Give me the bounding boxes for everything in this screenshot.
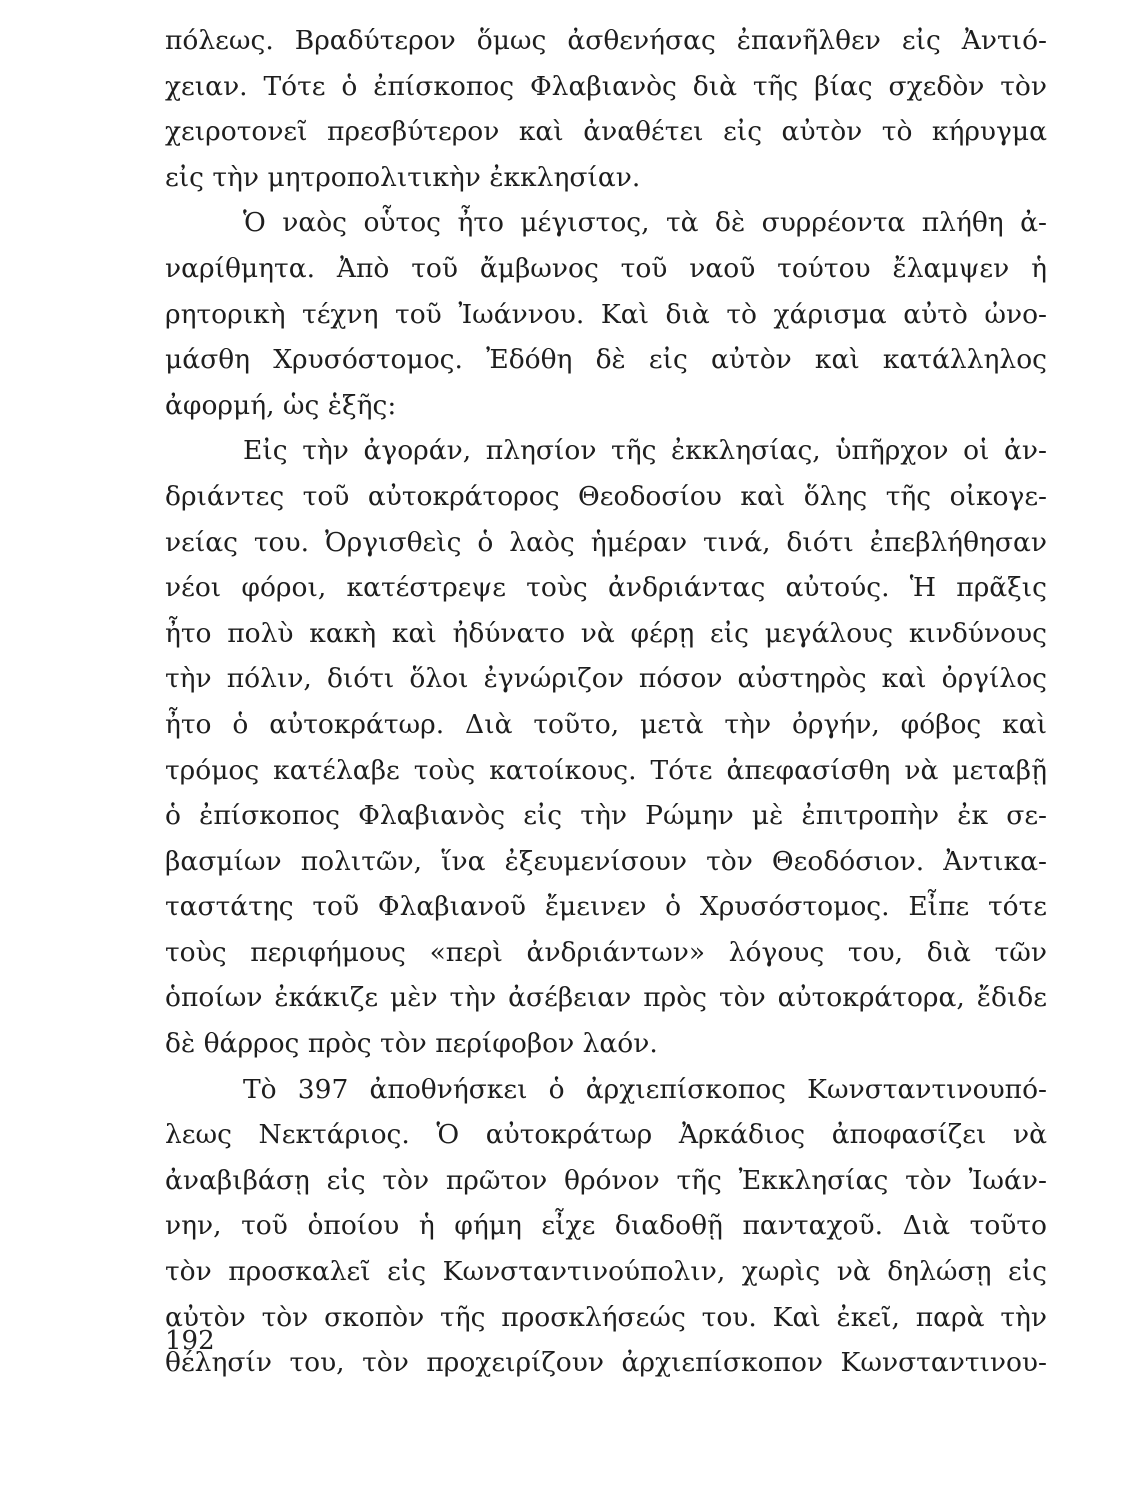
text-line: τὸν προσκαλεῖ εἰς Κωνσταντινούπολιν, χωρὶς νὰ δηλώσῃ εἰς	[165, 1256, 1047, 1288]
text-line: ὁ ἐπίσκοπος Φλαβιανὸς εἰς τὴν Ρώμην μὲ ἐπιτροπὴν ἐκ σε-	[165, 800, 1047, 832]
body-text	[165, 18, 1047, 1386]
paragraph	[165, 200, 1047, 428]
text-line: πόλεως. Βραδύτερον ὅμως ἀσθενήσας ἐπανῆλθεν εἰς Ἀντιό-	[165, 25, 1047, 56]
paragraph	[165, 18, 1047, 200]
text-line: μάσθη Χρυσόστομος. Ἐδόθη δὲ εἰς αὐτὸν καὶ κατάλληλος	[165, 344, 1047, 376]
text-line: ταστάτης τοῦ Φλαβιανοῦ ἔμεινεν ὁ Χρυσόστομος. Εἶπε τότε	[165, 891, 1047, 923]
text-line: ἦτο πολὺ κακὴ καὶ ἠδύνατο νὰ φέρῃ εἰς μεγάλους κινδύνους	[165, 617, 1047, 649]
text-line: εἰς τὴν μητροπολιτικὴν ἐκκλησίαν.	[165, 161, 641, 193]
text-line: ἀφορμή, ὡς ἑξῆς:	[165, 389, 397, 421]
text-line: Τὸ 397 ἀποθνήσκει ὁ ἀρχιεπίσκοπος Κωνσταντινουπό-	[243, 1073, 1047, 1105]
text-line: χειροτονεῖ πρεσβύτερον καὶ ἀναθέτει εἰς αὐτὸν τὸ κήρυγμα	[165, 116, 1047, 148]
text-line: νείας του. Ὀργισθεὶς ὁ λαὸς ἡμέραν τινά, διότι ἐπεβλήθησαν	[165, 526, 1047, 558]
text-line: ἦτο ὁ αὐτοκράτωρ. Διὰ τοῦτο, μετὰ τὴν ὀργήν, φόβος καὶ	[165, 708, 1047, 740]
text-line: τοὺς περιφήμους «περὶ ἀνδριάντων» λόγους του, διὰ τῶν	[165, 936, 1047, 968]
text-line: λεως Νεκτάριος. Ὁ αὐτοκράτωρ Ἀρκάδιος ἀποφασίζει νὰ	[165, 1119, 1047, 1151]
text-line: ἀναβιβάσῃ εἰς τὸν πρῶτον θρόνον τῆς Ἐκκλησίας τὸν Ἰωάν-	[165, 1164, 1047, 1196]
text-line: νην, τοῦ ὁποίου ἡ φήμη εἶχε διαδοθῇ πανταχοῦ. Διὰ τοῦτο	[165, 1210, 1047, 1242]
page-number: 192	[165, 1326, 215, 1356]
paragraph	[165, 428, 1047, 1066]
text-line: θέλησίν του, τὸν προχειρίζουν ἀρχιεπίσκοπον Κωνσταντινου-	[165, 1347, 1047, 1379]
text-line: δριάντες τοῦ αὐτοκράτορος Θεοδοσίου καὶ ὅλης τῆς οἰκογε-	[165, 480, 1047, 512]
text-line: αὐτὸν τὸν σκοπὸν τῆς προσκλήσεώς του. Καὶ ἐκεῖ, παρὰ τὴν	[165, 1301, 1047, 1333]
text-line: τὴν πόλιν, διότι ὅλοι ἐγνώριζον πόσον αὐστηρὸς καὶ ὀργίλος	[165, 663, 1047, 695]
text-line: βασμίων πολιτῶν, ἵνα ἐξευμενίσουν τὸν Θεοδόσιον. Ἀντικα-	[165, 845, 1047, 877]
text-line: χειαν. Τότε ὁ ἐπίσκοπος Φλαβιανὸς διὰ τῆς βίας σχεδὸν τὸν	[165, 70, 1047, 102]
text-line: δὲ θάρρος πρὸς τὸν περίφοβον λαόν.	[165, 1028, 658, 1060]
paragraph	[165, 1067, 1047, 1386]
text-line: ρητορικὴ τέχνη τοῦ Ἰωάννου. Καὶ διὰ τὸ χάρισμα αὐτὸ ὠνο-	[165, 298, 1047, 330]
text-line: Εἰς τὴν ἀγοράν, πλησίον τῆς ἐκκλησίας, ὑπῆρχον οἱ ἀν-	[243, 435, 1047, 467]
text-line: ναρίθμητα. Ἀπὸ τοῦ ἄμβωνος τοῦ ναοῦ τούτου ἔλαμψεν ἡ	[165, 252, 1047, 284]
text-line: τρόμος κατέλαβε τοὺς κατοίκους. Τότε ἀπεφασίσθη νὰ μεταβῇ	[165, 754, 1047, 786]
text-line: Ὁ ναὸς οὗτος ἦτο μέγιστος, τὰ δὲ συρρέοντα πλήθη ἀ-	[243, 207, 1047, 239]
text-line: νέοι φόροι, κατέστρεψε τοὺς ἀνδριάντας αὐτούς. Ἡ πρᾶξις	[165, 572, 1047, 604]
text-line: ὁποίων ἐκάκιζε μὲν τὴν ἀσέβειαν πρὸς τὸν αὐτοκράτορα, ἔδιδε	[165, 982, 1047, 1014]
